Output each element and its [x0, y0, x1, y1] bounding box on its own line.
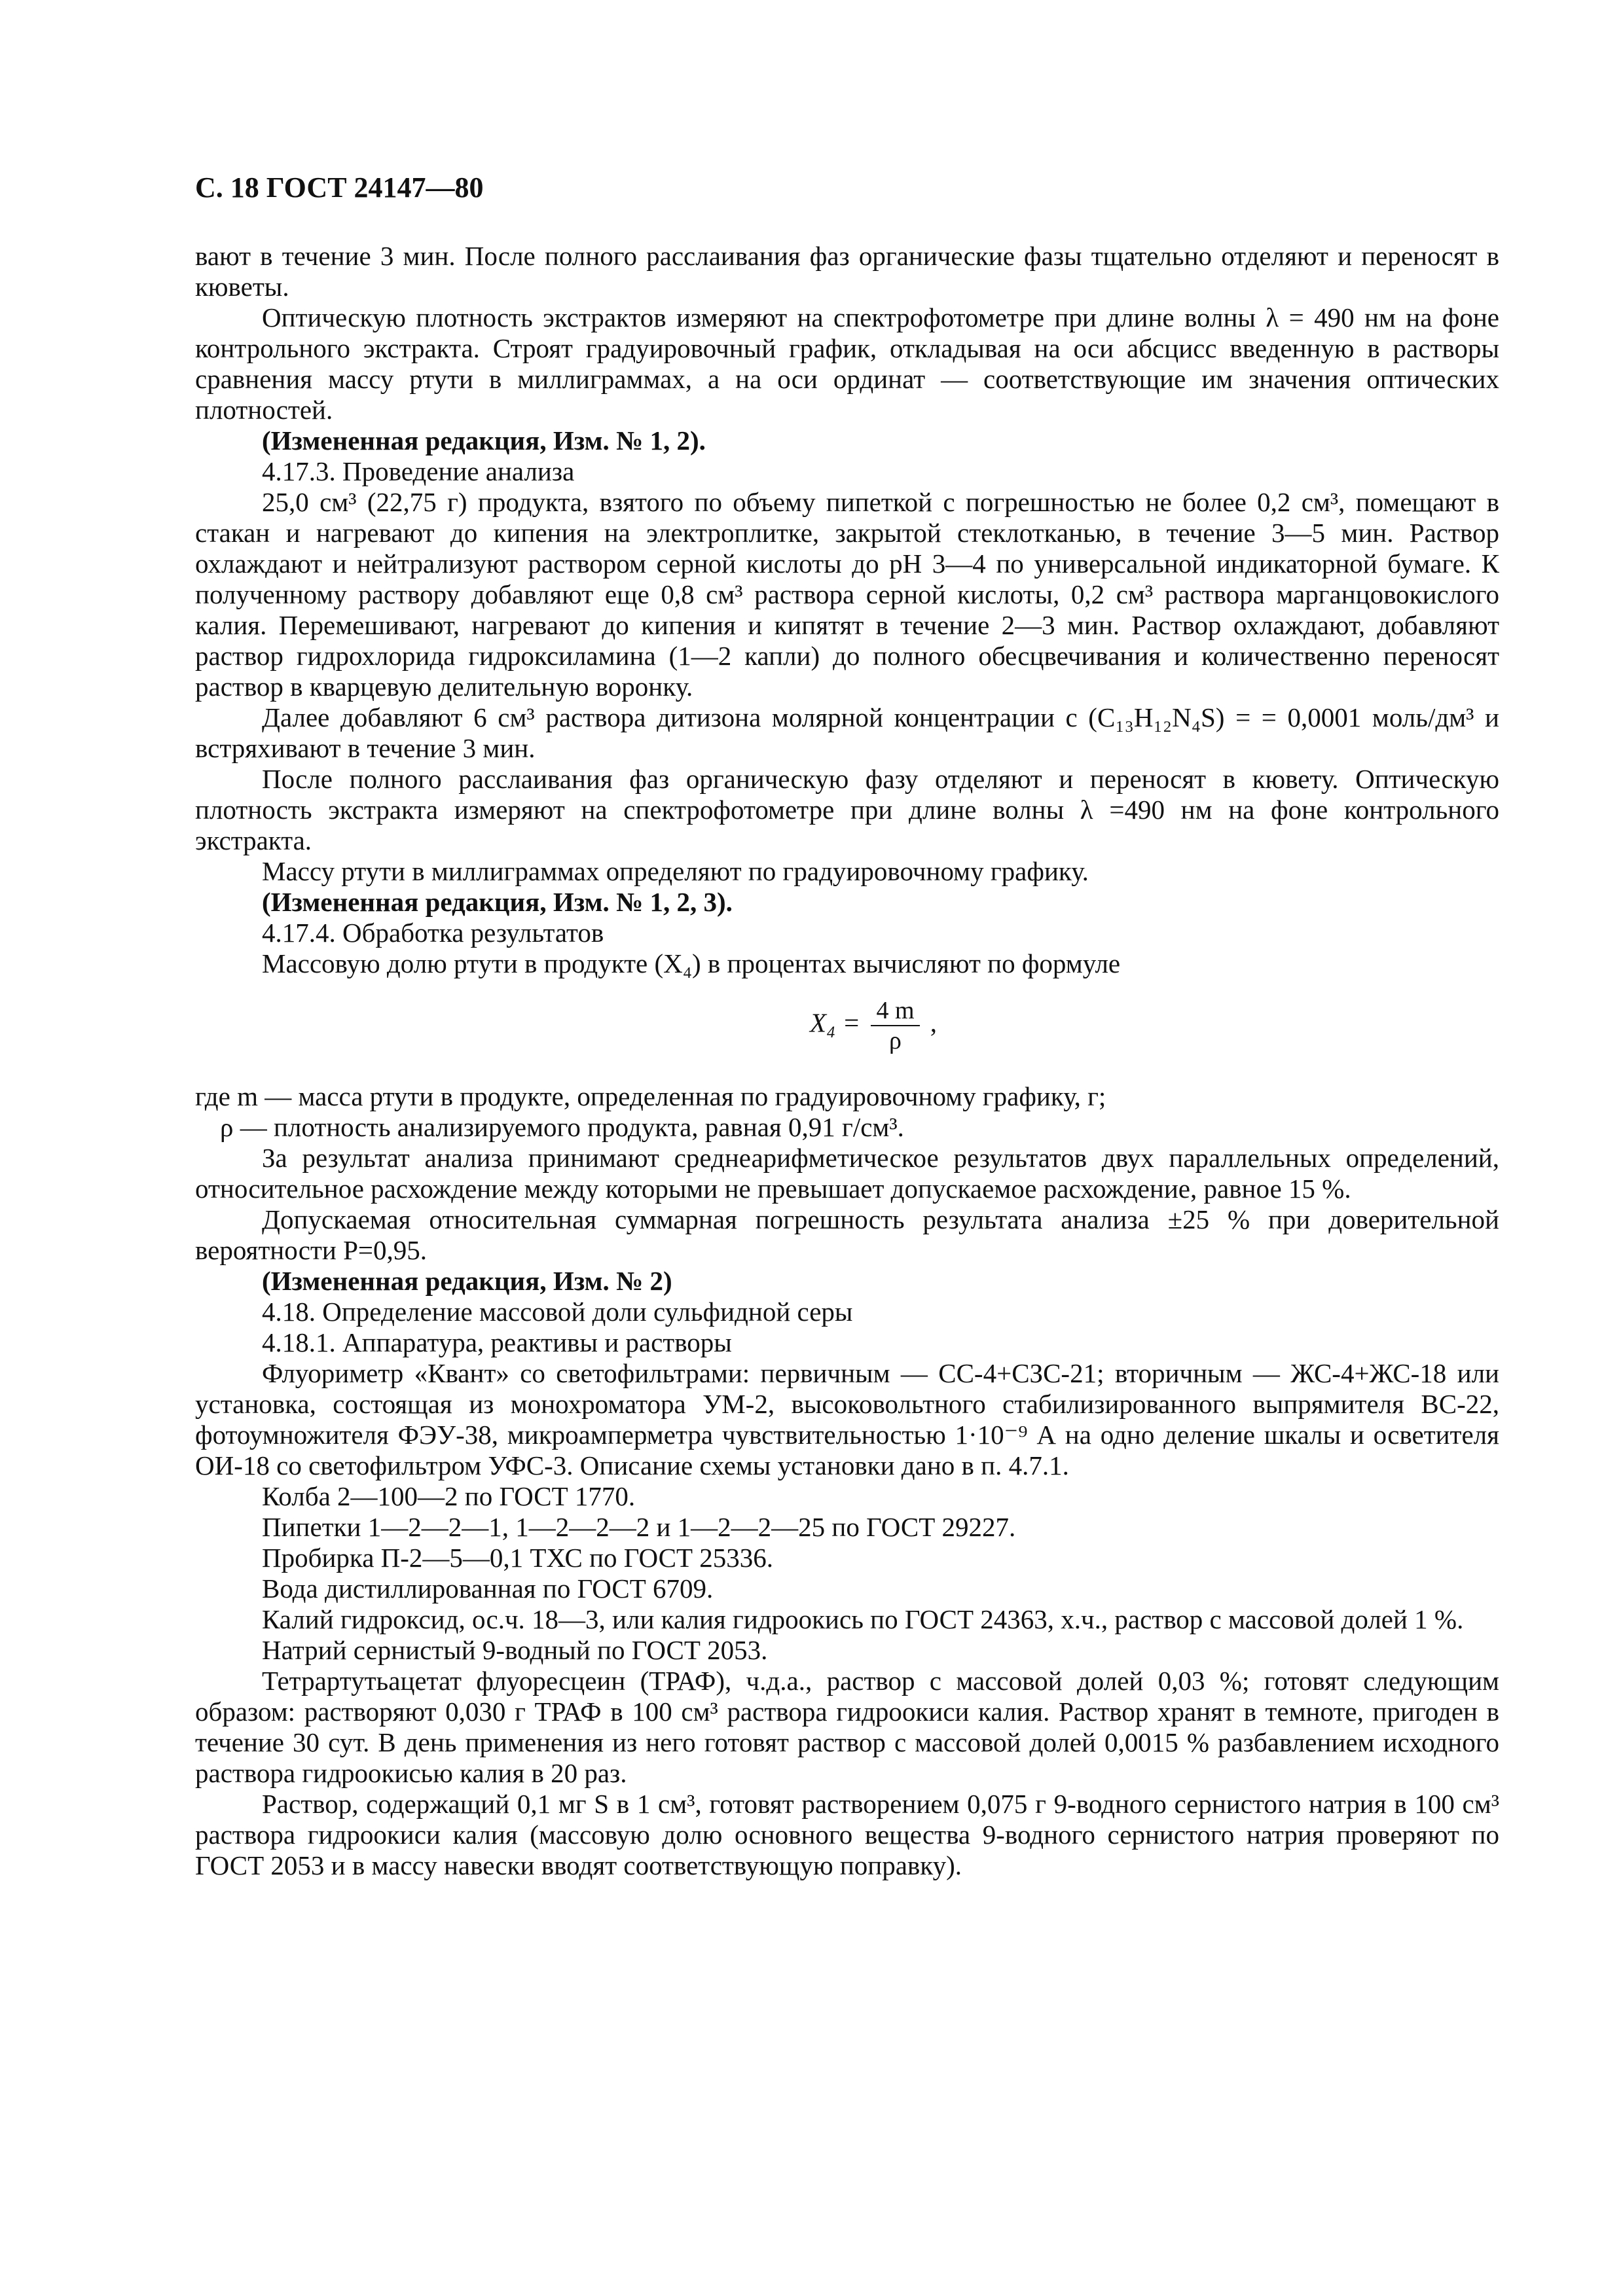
formula-denominator: ρ [889, 1027, 902, 1054]
formula [195, 988, 1499, 1067]
paragraph: Оптическую плотность экстрактов измеряют на спектрофотометре при длине волны λ = 490 нм на фоне контрольного экстракта. Строят градуировочный график, откладывая на оси абсцисс введенную в растворы сравнения массу ртути в миллиграммах, а на оси ординат — соответствующие им значения оптических плотностей. [195, 302, 1499, 425]
amendment-note: (Измененная редакция, Изм. № 2) [262, 1266, 672, 1296]
paragraph: За результат анализа принимают среднеарифметическое результатов двух параллельных определений, относительное расхождение между которыми не превышает допускаемое расхождение, равное 15 %. [195, 1143, 1499, 1204]
formula-numerator: 4 m [871, 996, 919, 1026]
paragraph: вают в течение 3 мин. После полного расслаивания фаз органические фазы тщательно отделяют и переносят в кюветы. [195, 241, 1499, 302]
paragraph: ρ — плотность анализируемого продукта, равная 0,91 г/см³. [220, 1112, 904, 1142]
paragraph: Тетрартутьацетат флуоресцеин (ТРАФ), ч.д.а., раствор с массовой долей 0,03 %; готовят следующим образом: растворяют 0,030 г ТРАФ в 100 см³ раствора гидроокиси калия. Раствор хранят в темноте, пригоден в течение 30 сут. В день применения из него готовят раствор с массовой долей 0,0015 % разбавлением исходного раствора гидроокисью калия в 20 раз. [195, 1666, 1499, 1788]
list-item: Калий гидроксид, ос.ч. 18—3, или калия гидроокись по ГОСТ 24363, х.ч., раствор с массовой долей 1 %. [262, 1604, 1464, 1634]
list-item: Натрий сернистый 9-водный по ГОСТ 2053. [262, 1635, 768, 1665]
paragraph: Далее добавляют 6 см³ раствора дитизона молярной концентрации c (C₁₃H₁₂N₄S) = = 0,0001 моль/дм³ и встряхивают в течение 3 мин. [195, 702, 1499, 763]
section-heading: 4.17.3. Проведение анализа [262, 456, 575, 486]
list-item: Пипетки 1—2—2—1, 1—2—2—2 и 1—2—2—25 по ГОСТ 29227. [262, 1512, 1016, 1542]
list-item: Пробирка П-2—5—0,1 ТХС по ГОСТ 25336. [262, 1543, 773, 1573]
document-page [195, 171, 1499, 1881]
section-heading: 4.18.1. Аппаратура, реактивы и растворы [262, 1327, 732, 1357]
paragraph: Допускаемая относительная суммарная погрешность результата анализа ±25 % при доверительной вероятности P=0,95. [195, 1204, 1499, 1265]
list-item: Колба 2—100—2 по ГОСТ 1770. [262, 1481, 636, 1511]
formula-tail: , [930, 1007, 938, 1038]
list-item: Вода дистиллированная по ГОСТ 6709. [262, 1573, 714, 1604]
page-header: С. 18 ГОСТ 24147—80 [195, 171, 484, 204]
paragraph: После полного расслаивания фаз органическую фазу отделяют и переносят в кювету. Оптическую плотность экстракта измеряют на спектрофотометре при длине волны λ =490 нм на фоне контрольного экстракта. [195, 764, 1499, 855]
paragraph: Флуориметр «Квант» со светофильтрами: первичным — СС-4+СЗС-21; вторичным — ЖС-4+ЖС-18 или установка, состоящая из монохроматора УМ-2, высоковольтного стабилизированного выпрямителя ВС-22, фотоумножителя ФЭУ-38, микроамперметра чувствительностью 1·10⁻⁹ А на одно деление шкалы и осветителя ОИ-18 со светофильтром УФС-3. Описание схемы установки дано в п. 4.7.1. [195, 1358, 1499, 1480]
paragraph: 25,0 см³ (22,75 г) продукта, взятого по объему пипеткой с погрешностью не более 0,2 см³, помещают в стакан и нагревают до кипения на электроплитке, закрытой стеклотканью, в течение 3—5 мин. Раствор охлаждают и нейтрализуют раствором серной кислоты до рН 3—4 по универсальной индикаторной бумаге. К полученному раствору добавляют еще 0,8 см³ раствора серной кислоты, 0,2 см³ раствора марганцовокислого калия. Перемешивают, нагревают до кипения и кипятят в течение 2—3 мин. Раствор охлаждают, добавляют раствор гидрохлорида гидроксиламина (1—2 капли) до полного обесцвечивания и количественно переносят раствор в кварцевую делительную воронку. [195, 487, 1499, 702]
amendment-note: (Измененная редакция, Изм. № 1, 2, 3). [262, 887, 733, 917]
amendment-note: (Измененная редакция, Изм. № 1, 2). [262, 425, 706, 456]
formula-lhs: X₄ = [809, 1007, 861, 1038]
formula-fraction [871, 996, 919, 1055]
paragraph: Раствор, содержащий 0,1 мг S в 1 см³, готовят растворением 0,075 г 9-водного сернистого натрия в 100 см³ раствора гидроокиси калия (массовую долю основного вещества 9-водного сернистого натрия проверяют по ГОСТ 2053 и в массу навески вводят соответствующую поправку). [195, 1789, 1499, 1880]
section-heading: 4.17.4. Обработка результатов [262, 918, 604, 948]
paragraph: Массовую долю ртути в продукте (X₄) в процентах вычисляют по формуле [262, 948, 1121, 978]
paragraph: Массу ртути в миллиграммах определяют по градуировочному графику. [262, 856, 1089, 886]
section-heading: 4.18. Определение массовой доли сульфидной серы [262, 1297, 853, 1327]
paragraph: где m — масса ртути в продукте, определенная по градуировочному графику, г; [195, 1081, 1106, 1111]
